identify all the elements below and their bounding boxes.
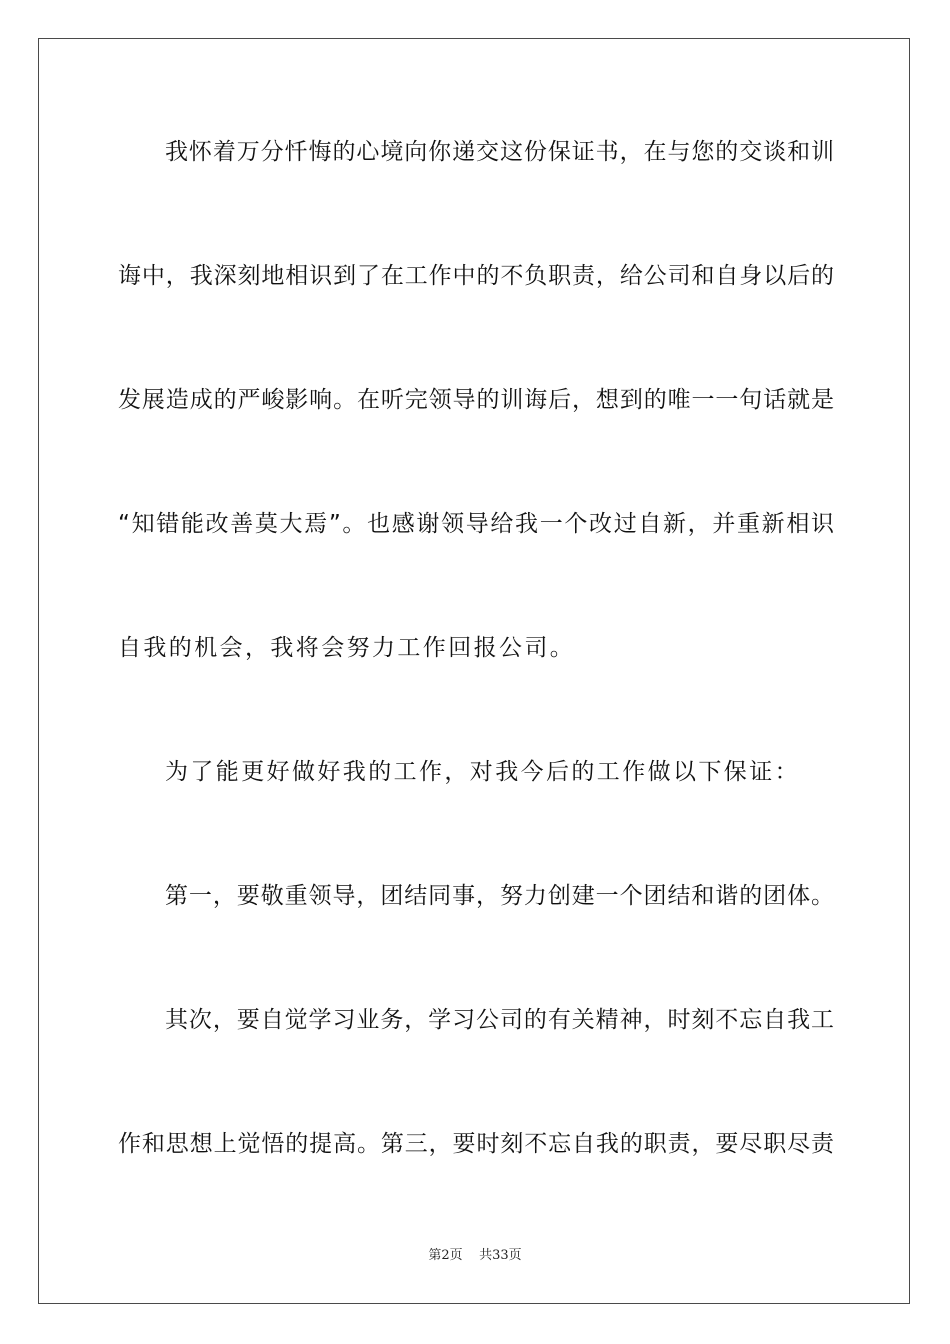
paragraph-line: 第一，要敬重领导，团结同事，努力创建一个团结和谐的团体。 — [165, 883, 834, 909]
page-total: 共33页 — [479, 1248, 522, 1263]
paragraph-line: 诲中，我深刻地相识到了在工作中的不负职责，给公司和自身以后的 — [118, 263, 834, 289]
paragraph-line: 自我的机会，我将会努力工作回报公司。 — [118, 635, 576, 661]
page-number: 第2页 — [428, 1248, 463, 1263]
paragraph-line: 发展造成的严峻影响。在听完领导的训诲后，想到的唯一一句话就是 — [118, 387, 834, 413]
paragraph-line: “知错能改善莫大焉”。也感谢领导给我一个改过自新，并重新相识 — [118, 511, 834, 537]
paragraph-line: 为了能更好做好我的工作，对我今后的工作做以下保证： — [165, 759, 800, 785]
paragraph-line: 作和思想上觉悟的提高。第三，要时刻不忘自我的职责，要尽职尽责 — [118, 1131, 834, 1157]
paragraph-line: 其次，要自觉学习业务，学习公司的有关精神，时刻不忘自我工 — [165, 1007, 834, 1033]
page-footer — [0, 1247, 950, 1265]
page-border — [38, 38, 910, 1304]
paragraph-line: 我怀着万分忏悔的心境向你递交这份保证书，在与您的交谈和训 — [165, 139, 834, 165]
